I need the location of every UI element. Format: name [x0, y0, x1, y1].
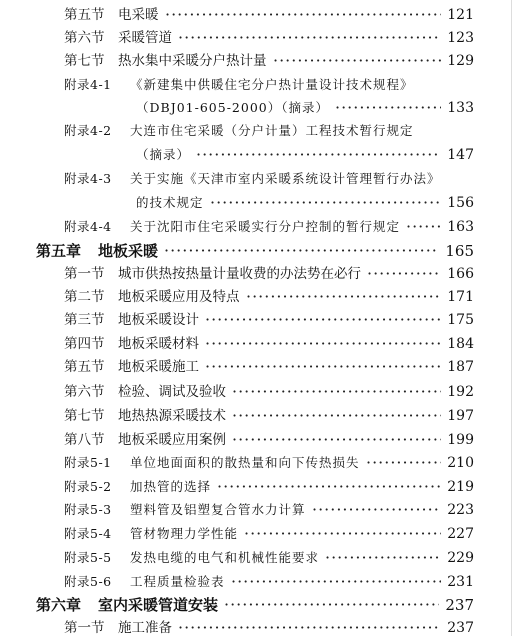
- toc-section-row[interactable]: [0, 356, 512, 378]
- toc-entry-title: 地板采暖施工: [118, 359, 199, 375]
- toc-leader-dots: [217, 476, 441, 498]
- toc-entry-title: 《新建集中供暖住宅分户热计量设计技术规程》: [130, 77, 414, 92]
- toc-entry-title: 塑料管及铝塑复合管水力计算: [130, 502, 306, 517]
- toc-entry-title: 管材物理力学性能: [130, 526, 239, 541]
- toc-continuation-row[interactable]: [0, 144, 512, 166]
- toc-appendix-row[interactable]: [0, 452, 512, 474]
- toc-page-number: 199: [447, 432, 474, 448]
- toc-leader-dots: [205, 333, 441, 355]
- toc-leader-dots: [232, 381, 441, 403]
- toc-entry-label: 第一节: [64, 620, 105, 636]
- toc-leader-dots: [196, 144, 441, 166]
- toc-entry-label: 第四节: [64, 336, 105, 352]
- toc-page-number: 237: [445, 596, 474, 614]
- toc-entry-title: 加热管的选择: [130, 479, 212, 494]
- toc-page-number: 123: [447, 30, 474, 46]
- toc-appendix-row[interactable]: [0, 547, 512, 569]
- toc-entry-title: 采暖管道: [118, 30, 172, 46]
- toc-leader-dots: [312, 499, 441, 521]
- toc-page-number: 184: [447, 336, 474, 352]
- toc-leader-dots: [232, 429, 441, 451]
- toc-page-number: 223: [447, 502, 474, 518]
- toc-entry-label: 第三节: [64, 312, 105, 328]
- toc-entry-label: 第六节: [64, 30, 105, 46]
- toc-leader-dots: [165, 4, 441, 26]
- toc-continuation-row[interactable]: [0, 192, 512, 214]
- toc-entry-label: 第七节: [64, 53, 105, 69]
- toc-page-number: 175: [447, 312, 474, 328]
- toc-appendix-row[interactable]: [0, 74, 512, 96]
- toc-entry-label: 附录5-2: [64, 479, 112, 494]
- toc-appendix-row[interactable]: [0, 523, 512, 545]
- toc-entry-title: 地板采暖设计: [118, 312, 199, 328]
- toc-appendix-row[interactable]: [0, 216, 512, 238]
- toc-entry-label: 附录5-5: [64, 550, 112, 565]
- toc-entry-title: 关于沈阳市住宅采暖实行分户控制的暂行规定: [130, 219, 401, 234]
- toc-page-number: 229: [447, 550, 474, 566]
- toc-page-number: 121: [447, 7, 474, 23]
- toc-section-row[interactable]: [0, 286, 512, 308]
- toc-appendix-row[interactable]: [0, 499, 512, 521]
- toc-entry-label: 附录5-4: [64, 526, 112, 541]
- toc-entry-title: 热水集中采暖分户热计量: [118, 53, 267, 69]
- toc-entry-title: 单位地面面积的散热量和向下传热损失: [130, 455, 360, 470]
- toc-chapter-row[interactable]: [0, 240, 512, 262]
- toc-entry-title: 地热热源采暖技术: [118, 408, 226, 424]
- toc-page-number: 166: [447, 266, 474, 282]
- toc-entry-label: 第一节: [64, 266, 105, 282]
- toc-page-number: 197: [447, 408, 474, 424]
- toc-page-number: 237: [447, 620, 474, 636]
- toc-page-number: 147: [447, 147, 474, 163]
- toc-leader-dots: [366, 452, 441, 474]
- toc-section-row[interactable]: [0, 263, 512, 285]
- toc-section-row[interactable]: [0, 333, 512, 355]
- toc-entry-label: 附录5-6: [64, 574, 112, 589]
- toc-appendix-row[interactable]: [0, 476, 512, 498]
- toc-page-number: 192: [447, 384, 474, 400]
- toc-entry-title: 关于实施《天津市室内采暖系统设计管理暂行办法》: [130, 171, 441, 186]
- toc-page-number: 165: [445, 242, 474, 260]
- toc-entry-title: 发热电缆的电气和机械性能要求: [130, 550, 320, 565]
- toc-section-row[interactable]: [0, 381, 512, 403]
- toc-entry-title: （DBJ01-605-2000）（摘录）: [136, 100, 329, 115]
- toc-entry-label: 第五章: [36, 242, 82, 260]
- toc-leader-dots: [231, 571, 441, 593]
- toc-chapter-row[interactable]: [0, 594, 512, 616]
- toc-page-number: 227: [447, 526, 474, 542]
- toc-leader-dots: [335, 97, 441, 119]
- toc-section-row[interactable]: [0, 27, 512, 49]
- toc-entry-title: 检验、调试及验收: [118, 384, 226, 400]
- toc-entry-label: 附录5-3: [64, 502, 112, 517]
- toc-leader-dots: [210, 192, 441, 214]
- toc-section-row[interactable]: [0, 50, 512, 72]
- toc-entry-label: 附录5-1: [64, 455, 112, 470]
- toc-entry-title: 的技术规定: [136, 195, 204, 210]
- toc-leader-dots: [205, 309, 441, 331]
- toc-leader-dots: [224, 594, 439, 616]
- toc-leader-dots: [205, 356, 441, 378]
- toc-entry-label: 第六节: [64, 384, 105, 400]
- toc-entry-title: （摘录）: [136, 147, 191, 162]
- toc-entry-title: 地板采暖应用及特点: [118, 289, 240, 305]
- toc-entry-title: 地板采暖材料: [118, 336, 199, 352]
- toc-entry-label: 第二节: [64, 289, 105, 305]
- toc-leader-dots: [406, 216, 441, 238]
- toc-page-number: 219: [447, 479, 474, 495]
- toc-section-row[interactable]: [0, 4, 512, 26]
- toc-entry-title: 施工准备: [118, 620, 172, 636]
- toc-page-number: 156: [447, 195, 474, 211]
- toc-entry-label: 第五节: [64, 359, 105, 375]
- toc-leader-dots: [164, 240, 439, 262]
- toc-appendix-row[interactable]: [0, 120, 512, 142]
- toc-page-number: 133: [447, 100, 474, 116]
- toc-leader-dots: [325, 547, 441, 569]
- toc-entry-title: 工程质量检验表: [130, 574, 225, 589]
- toc-leader-dots: [273, 50, 441, 72]
- toc-page-number: 210: [447, 455, 474, 471]
- toc-section-row[interactable]: [0, 309, 512, 331]
- toc-section-row[interactable]: [0, 429, 512, 451]
- toc-page-number: 129: [447, 53, 474, 69]
- toc-entry-title: 城市供热按热量计量收费的办法势在必行: [118, 266, 361, 282]
- toc-page-number: 231: [447, 574, 474, 590]
- toc-leader-dots: [244, 523, 441, 545]
- toc-leader-dots: [367, 263, 441, 285]
- toc-entry-label: 附录4-2: [64, 123, 112, 138]
- toc-page-number: 163: [447, 219, 474, 235]
- toc-leader-dots: [246, 286, 441, 308]
- toc-entry-label: 第八节: [64, 432, 105, 448]
- toc-entry-title: 地板采暖: [98, 242, 159, 260]
- toc-entry-title: 电采暖: [118, 7, 159, 23]
- toc-leader-dots: [232, 405, 441, 427]
- toc-continuation-row[interactable]: [0, 97, 512, 119]
- toc-entry-label: 第六章: [36, 596, 82, 614]
- toc-leader-dots: [178, 27, 441, 49]
- toc-page-number: 187: [447, 359, 474, 375]
- toc-entry-label: 第五节: [64, 7, 105, 23]
- toc-entry-title: 大连市住宅采暖（分户计量）工程技术暂行规定: [130, 123, 414, 138]
- toc-section-row[interactable]: [0, 405, 512, 427]
- toc-appendix-row[interactable]: [0, 571, 512, 593]
- toc-entry-title: 室内采暖管道安装: [98, 596, 219, 614]
- toc-entry-label: 附录4-4: [64, 219, 112, 234]
- toc-entry-label: 附录4-3: [64, 171, 112, 186]
- toc-page-number: 171: [447, 289, 474, 305]
- toc-entry-label: 附录4-1: [64, 77, 112, 92]
- toc-appendix-row[interactable]: [0, 168, 512, 190]
- toc-entry-label: 第七节: [64, 408, 105, 424]
- toc-entry-title: 地板采暖应用案例: [118, 432, 226, 448]
